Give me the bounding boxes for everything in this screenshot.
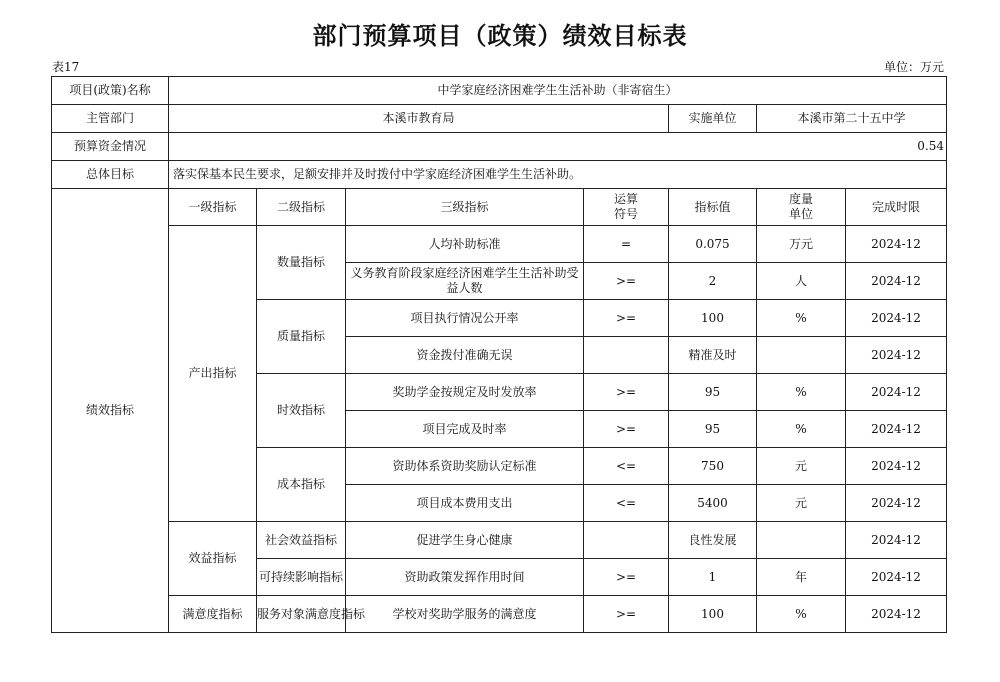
indicator-row — [52, 522, 947, 559]
indicator-unit: % — [757, 374, 846, 411]
indicator-unit — [757, 337, 846, 374]
budget-label: 预算资金情况 — [52, 133, 169, 161]
indicator-unit: 元 — [757, 485, 846, 522]
indicator-op: <= — [584, 485, 669, 522]
indicator-unit: 元 — [757, 448, 846, 485]
level2-label: 数量指标 — [257, 226, 346, 300]
indicator-value: 2 — [669, 263, 757, 300]
indicator-row — [52, 596, 947, 633]
level1-label: 效益指标 — [169, 522, 257, 596]
header-cell: 度量 单位 — [757, 189, 846, 226]
header-cell: 完成时限 — [846, 189, 947, 226]
table-number: 表17 — [52, 60, 80, 74]
indicator-op: >= — [584, 374, 669, 411]
indicator-unit: 人 — [757, 263, 846, 300]
indicator-unit: % — [757, 596, 846, 633]
department-row — [52, 105, 947, 133]
impl-unit-label: 实施单位 — [669, 105, 757, 133]
level1-label: 产出指标 — [169, 226, 257, 522]
indicator-name: 资金拨付准确无误 — [346, 337, 584, 374]
indicator-op — [584, 337, 669, 374]
indicator-name: 学校对奖助学服务的满意度 — [346, 596, 584, 633]
indicator-value: 100 — [669, 300, 757, 337]
level2-label: 服务对象满意度指标 — [257, 596, 346, 633]
header-cell: 运算 符号 — [584, 189, 669, 226]
indicator-name: 义务教育阶段家庭经济困难学生生活补助受益人数 — [346, 263, 584, 300]
indicator-op — [584, 522, 669, 559]
indicator-value: 5400 — [669, 485, 757, 522]
level2-label: 成本指标 — [257, 448, 346, 522]
indicator-deadline: 2024-12 — [846, 411, 947, 448]
level1-label: 满意度指标 — [169, 596, 257, 633]
indicator-op: >= — [584, 411, 669, 448]
indicator-name: 促进学生身心健康 — [346, 522, 584, 559]
indicator-op: >= — [584, 263, 669, 300]
indicator-unit: % — [757, 411, 846, 448]
header-cell: 一级指标 — [169, 189, 257, 226]
goal-value: 落实保基本民生要求，足额安排并及时拨付中学家庭经济困难学生生活补助。 — [169, 161, 947, 189]
project-name-row — [52, 77, 947, 105]
indicator-deadline: 2024-12 — [846, 337, 947, 374]
indicator-name: 奖助学金按规定及时发放率 — [346, 374, 584, 411]
indicator-value: 750 — [669, 448, 757, 485]
indicator-unit: 万元 — [757, 226, 846, 263]
indicator-unit: % — [757, 300, 846, 337]
indicator-header-row — [52, 189, 947, 226]
indicator-op: <= — [584, 448, 669, 485]
indicator-name: 人均补助标准 — [346, 226, 584, 263]
indicator-value: 1 — [669, 559, 757, 596]
budget-value: 0.54 — [169, 133, 947, 161]
indicator-deadline: 2024-12 — [846, 559, 947, 596]
dept-value: 本溪市教育局 — [169, 105, 669, 133]
indicator-value: 精准及时 — [669, 337, 757, 374]
perf-section-label: 绩效指标 — [52, 189, 169, 633]
level2-label: 可持续影响指标 — [257, 559, 346, 596]
indicator-unit — [757, 522, 846, 559]
level2-label: 时效指标 — [257, 374, 346, 448]
indicator-deadline: 2024-12 — [846, 226, 947, 263]
project-name-value: 中学家庭经济困难学生生活补助（非寄宿生） — [169, 77, 947, 105]
impl-unit-value: 本溪市第二十五中学 — [757, 105, 947, 133]
indicator-value: 95 — [669, 411, 757, 448]
budget-row — [52, 133, 947, 161]
indicator-unit: 年 — [757, 559, 846, 596]
indicator-value: 0.075 — [669, 226, 757, 263]
indicator-op: >= — [584, 300, 669, 337]
level2-label: 质量指标 — [257, 300, 346, 374]
page-title: 部门预算项目（政策）绩效目标表 — [312, 21, 688, 50]
indicator-name: 项目完成及时率 — [346, 411, 584, 448]
indicator-row — [52, 226, 947, 263]
header-cell: 指标值 — [669, 189, 757, 226]
dept-label: 主管部门 — [52, 105, 169, 133]
indicator-value: 95 — [669, 374, 757, 411]
indicator-deadline: 2024-12 — [846, 374, 947, 411]
goal-row — [52, 161, 947, 189]
indicator-op: >= — [584, 559, 669, 596]
indicator-op: = — [584, 226, 669, 263]
indicator-deadline: 2024-12 — [846, 596, 947, 633]
unit-label: 单位：万元 — [883, 60, 944, 74]
indicator-deadline: 2024-12 — [846, 448, 947, 485]
header-cell: 二级指标 — [257, 189, 346, 226]
project-name-label: 项目(政策)名称 — [52, 77, 169, 105]
header-cell: 三级指标 — [346, 189, 584, 226]
level2-label: 社会效益指标 — [257, 522, 346, 559]
indicator-name: 项目执行情况公开率 — [346, 300, 584, 337]
indicator-deadline: 2024-12 — [846, 522, 947, 559]
indicator-deadline: 2024-12 — [846, 485, 947, 522]
indicator-deadline: 2024-12 — [846, 263, 947, 300]
indicator-name: 资助政策发挥作用时间 — [346, 559, 584, 596]
goal-label: 总体目标 — [52, 161, 169, 189]
indicator-name: 资助体系资助奖励认定标准 — [346, 448, 584, 485]
indicator-value: 100 — [669, 596, 757, 633]
indicator-name: 项目成本费用支出 — [346, 485, 584, 522]
performance-table — [51, 76, 947, 633]
indicator-deadline: 2024-12 — [846, 300, 947, 337]
indicator-op: >= — [584, 596, 669, 633]
indicator-value: 良性发展 — [669, 522, 757, 559]
